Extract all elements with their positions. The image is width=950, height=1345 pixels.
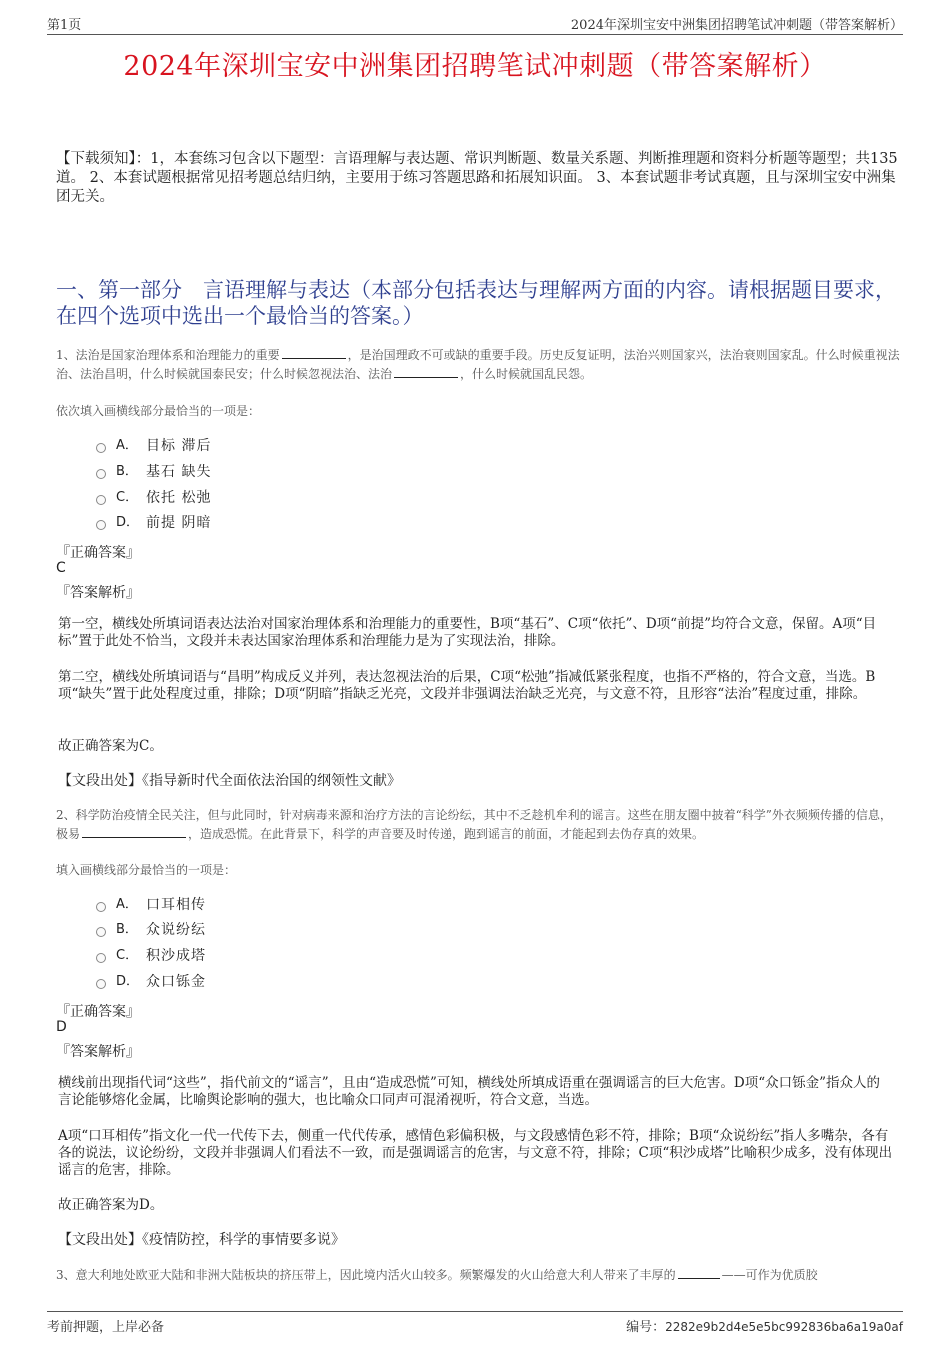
radio-icon[interactable] — [96, 979, 106, 989]
question-3-stem — [56, 1266, 901, 1285]
option-text: 目标 滞后 — [146, 438, 212, 454]
question-1-answer-label: 『正确答案』 — [56, 545, 140, 561]
document-title: 2024年深圳宝安中洲集团招聘笔试冲刺题（带答案解析） — [123, 51, 827, 82]
option-text: 依托 松弛 — [146, 490, 212, 506]
header-doc-title: 2024年深圳宝安中洲集团招聘笔试冲刺题（带答案解析） — [570, 18, 903, 33]
question-1-analysis-label: 『答案解析』 — [56, 585, 140, 601]
page-footer — [47, 1311, 903, 1334]
fill-blank — [282, 346, 346, 359]
download-notice: 【下载须知】：1，本套练习包含以下题型：言语理解与表达题、常识判断题、数量关系题、判断推理题和资料分析题等题型；共135道。 2、本套试题根据常见招考题总结归纳，主要用于练习答题思路和拓展知识面。 3、本套试题非考试真题，且与深圳宝安中洲集团无关。 — [56, 151, 898, 205]
option-letter: A． — [116, 897, 138, 912]
question-1-analysis-p1: 第一空，横线处所填词语表达法治对国家治理体系和治理能力的重要性，B项“基石”、C项“依托”、D项“前提”均符合文意，保留。A项“目标”置于此处不恰当，文段并未表达国家治理体系和治理能力是为了实现法治，排除。 — [58, 616, 877, 649]
question-2-option-a[interactable] — [96, 895, 206, 915]
question-3-stem-part-b: ——可作为优质胶 — [721, 1268, 818, 1282]
option-letter: D． — [116, 515, 140, 530]
question-2-option-d[interactable] — [96, 972, 206, 992]
question-1-stem — [56, 346, 901, 384]
radio-icon[interactable] — [96, 927, 106, 937]
option-text: 前提 阴暗 — [146, 515, 212, 531]
question-2-analysis-p2: A项“口耳相传”指文化一代一代传下去，侧重一代代传承，感情色彩偏积极，与文段感情色彩不符，排除；B项“众说纷纭”指人多嘴杂，各有各的说法，议论纷纷，文段并非强调人们看法不一致，而是强调谣言的危害，与文意不符，排除；C项“积沙成塔”比喻积少成多，没有体现出谣言的危害，排除。 — [58, 1128, 893, 1178]
question-1-stem-part-a: 1、法治是国家治理体系和治理能力的重要 — [56, 348, 280, 362]
radio-icon[interactable] — [96, 495, 106, 505]
footer-code-label: 编号： — [626, 1320, 666, 1335]
question-1-stem-part-b: ，是治国理政不可或缺的重要手段。历史反复证明，法治兴则国家兴，法治衰则国家乱。什么时候重视法治、法治昌明，什么时候就国泰民安；什么时候忽视法治、法治 — [56, 348, 900, 381]
question-2-analysis-p1: 横线前出现指代词“这些”，指代前文的“谣言”，且由“造成恐慌”可知，横线处所填成语重在强调谣言的巨大危害。D项“众口铄金”指众人的言论能够熔化金属，比喻舆论影响的强大，也比喻众口同声可混淆视听，符合文意，当选。 — [58, 1075, 881, 1108]
question-1-option-b[interactable] — [96, 462, 211, 482]
option-text: 基石 缺失 — [146, 464, 212, 480]
question-1-option-c[interactable] — [96, 488, 211, 508]
radio-icon[interactable] — [96, 953, 106, 963]
page-number: 第1页 — [47, 18, 82, 33]
question-3-stem-part-a: 3、意大利地处欧亚大陆和非洲大陆板块的挤压带上，因此境内活火山较多。频繁爆发的火山给意大利人带来了丰厚的 — [56, 1268, 676, 1282]
question-1-stem-part-c: ，什么时候就国乱民怨。 — [460, 367, 593, 381]
question-1-option-d[interactable] — [96, 513, 211, 533]
option-letter: D． — [116, 974, 140, 989]
question-1-instruction: 依次填入画横线部分最恰当的一项是： — [56, 404, 261, 418]
option-letter: B． — [116, 922, 138, 937]
radio-icon[interactable] — [96, 469, 106, 479]
section-title: 一、第一部分 言语理解与表达（本部分包括表达与理解两方面的内容。请根据题目要求，在四个选项中选出一个最恰当的答案。） — [56, 278, 896, 328]
question-2-option-c[interactable] — [96, 946, 206, 966]
fill-blank — [82, 825, 186, 838]
radio-icon[interactable] — [96, 902, 106, 912]
question-1-source: 【文段出处】《指导新时代全面依法治国的纲领性文献》 — [58, 773, 401, 789]
question-2-source: 【文段出处】《疫情防控，科学的事情要多说》 — [58, 1232, 345, 1248]
footer-slogan: 考前押题，上岸必备 — [47, 1320, 165, 1335]
option-text: 积沙成塔 — [146, 948, 206, 964]
question-1-answer: C — [56, 560, 66, 576]
page-header — [47, 14, 903, 35]
radio-icon[interactable] — [96, 520, 106, 530]
fill-blank — [678, 1266, 720, 1279]
option-letter: B． — [116, 464, 138, 479]
question-1-option-a[interactable] — [96, 436, 211, 456]
footer-serial — [626, 1316, 903, 1335]
question-2-stem — [56, 806, 901, 844]
option-text: 口耳相传 — [146, 897, 206, 913]
question-2-instruction: 填入画横线部分最恰当的一项是： — [56, 863, 237, 877]
option-letter: C． — [116, 490, 139, 505]
question-2-analysis-label: 『答案解析』 — [56, 1044, 140, 1060]
question-2-answer: D — [56, 1019, 67, 1035]
option-letter: A． — [116, 438, 138, 453]
option-text: 众说纷纭 — [146, 922, 206, 938]
footer-code: 2282e9b2d4e5e5bc992836ba6a19a0af — [665, 1320, 903, 1334]
fill-blank — [394, 365, 458, 378]
question-1-analysis-p3: 故正确答案为C。 — [58, 738, 163, 754]
option-letter: C． — [116, 948, 139, 963]
radio-icon[interactable] — [96, 443, 106, 453]
option-text: 众口铄金 — [146, 974, 206, 990]
question-2-stem-part-b: ，造成恐慌。在此背景下，科学的声音要及时传递，跑到谣言的前面，才能起到去伪存真的效果。 — [188, 827, 705, 841]
question-2-stem-part-a: 2、科学防治疫情全民关注，但与此同时，针对病毒来源和治疗方法的言论纷纭，其中不乏趁机牟利的谣言。这些在朋友圈中披着“科学”外衣频频传播的信息，极易 — [56, 808, 892, 841]
question-2-answer-label: 『正确答案』 — [56, 1004, 140, 1020]
question-2-analysis-p3: 故正确答案为D。 — [58, 1197, 164, 1213]
question-2-option-b[interactable] — [96, 920, 206, 940]
question-1-analysis-p2: 第二空，横线处所填词语与“昌明”构成反义并列，表达忽视法治的后果，C项“松弛”指减低紧张程度，也指不严格的，符合文意，当选。B项“缺失”置于此处程度过重，排除；D项“阴暗”指缺乏光亮，文段并非强调法治缺乏光亮，与文意不符，且形容“法治”程度过重，排除。 — [58, 669, 876, 702]
